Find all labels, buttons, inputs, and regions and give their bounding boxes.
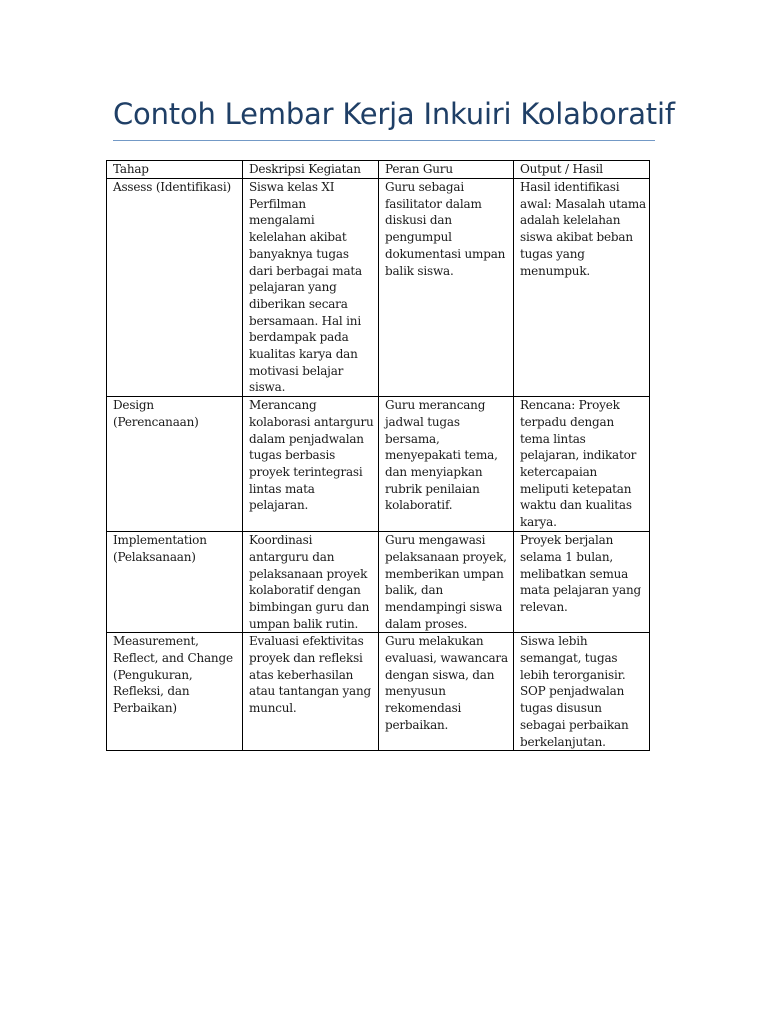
cell-output: Rencana: Proyek terpadu dengan tema lintas pelajaran, indikator ketercapaian meliputi ketepatan waktu dan kualitas karya.: [514, 397, 650, 532]
cell-output: Siswa lebih semangat, tugas lebih terorganisir. SOP penjadwalan tugas disusun sebagai perbaikan berkelanjutan.: [514, 633, 650, 751]
cell-tahap: Assess (Identifikasi): [107, 179, 243, 397]
cell-output: Hasil identifikasi awal: Masalah utama adalah kelelahan siswa akibat beban tugas yang menumpuk.: [514, 179, 650, 397]
table-row: [107, 397, 650, 532]
table-header-row: [107, 161, 650, 179]
cell-deskripsi: Koordinasi antarguru dan pelaksanaan proyek kolaboratif dengan bimbingan guru dan umpan balik rutin.: [243, 532, 379, 633]
worksheet-table: [106, 160, 650, 751]
cell-peran-guru: Guru melakukan evaluasi, wawancara dengan siswa, dan menyusun rekomendasi perbaikan.: [379, 633, 514, 751]
cell-peran-guru: Guru mengawasi pelaksanaan proyek, memberikan umpan balik, dan mendampingi siswa dalam proses.: [379, 532, 514, 633]
cell-peran-guru: Guru merancang jadwal tugas bersama, menyepakati tema, dan menyiapkan rubrik penilaian kolaboratif.: [379, 397, 514, 532]
table-row: [107, 633, 650, 751]
cell-deskripsi: Evaluasi efektivitas proyek dan refleksi atas keberhasilan atau tantangan yang muncul.: [243, 633, 379, 751]
table-row: [107, 532, 650, 633]
header-output-hasil: Output / Hasil: [514, 161, 650, 179]
cell-peran-guru: Guru sebagai fasilitator dalam diskusi dan pengumpul dokumentasi umpan balik siswa.: [379, 179, 514, 397]
table-row: [107, 179, 650, 397]
cell-tahap: Measurement, Reflect, and Change (Pengukuran, Refleksi, dan Perbaikan): [107, 633, 243, 751]
header-deskripsi-kegiatan: Deskripsi Kegiatan: [243, 161, 379, 179]
cell-deskripsi: Merancang kolaborasi antarguru dalam penjadwalan tugas berbasis proyek terintegrasi lintas mata pelajaran.: [243, 397, 379, 532]
cell-tahap: Design (Perencanaan): [107, 397, 243, 532]
title-underline: [113, 140, 655, 141]
page-title: Contoh Lembar Kerja Inkuiri Kolaboratif: [113, 97, 675, 131]
cell-deskripsi: Siswa kelas XI Perfilman mengalami kelelahan akibat banyaknya tugas dari berbagai mata pelajaran yang diberikan secara bersamaan. Hal ini berdampak pada kualitas karya dan motivasi belajar siswa.: [243, 179, 379, 397]
cell-output: Proyek berjalan selama 1 bulan, melibatkan semua mata pelajaran yang relevan.: [514, 532, 650, 633]
header-tahap: Tahap: [107, 161, 243, 179]
header-peran-guru: Peran Guru: [379, 161, 514, 179]
cell-tahap: Implementation (Pelaksanaan): [107, 532, 243, 633]
